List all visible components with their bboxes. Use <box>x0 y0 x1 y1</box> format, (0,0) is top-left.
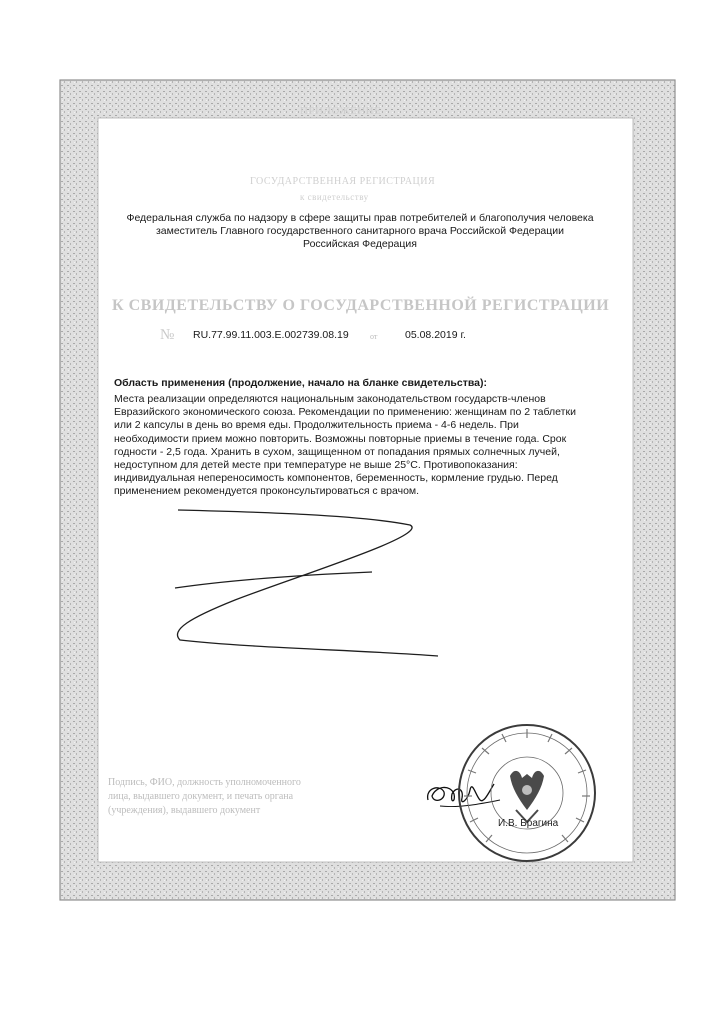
body-line: или 2 капсулы в день во время еды. Продолжительность приема - 4-6 недель. При <box>114 419 519 432</box>
header-line: заместитель Главного государственного санитарного врача Российской Федерации <box>155 225 565 237</box>
signature-caption <box>108 776 301 818</box>
body-line: годности - 2,5 года. Хранить в сухом, защищенном от попадания прямых солнечных лучей, <box>114 445 560 458</box>
caption-line: Подпись, ФИО, должность уполномоченного <box>108 777 301 788</box>
body-line: Евразийского экономического союза. Рекомендации по применению: женщинам по 2 таблетки <box>114 406 576 419</box>
body-line: необходимости прием можно повторить. Возможны повторные приемы в течение года. Срок <box>114 432 567 445</box>
body-line: применением рекомендуется проконсультироваться с врачом. <box>114 485 420 498</box>
faded-org-line: к свидетельству <box>300 192 369 202</box>
body-line: Места реализации определяются национальным законодательством государств-членов <box>114 393 546 405</box>
faded-form-title: К СВИДЕТЕЛЬСТВУ О ГОСУДАРСТВЕННОЙ РЕГИСТРАЦИИ <box>112 297 610 314</box>
registration-number: RU.77.99.11.003.E.002739.08.19 <box>193 329 349 341</box>
header-line: Российская Федерация <box>303 238 417 250</box>
caption-line: лица, выдавшего документ, и печать органа <box>108 791 294 802</box>
caption-line: (учреждения), выдавшего документ <box>108 805 261 816</box>
signer-name: И.В. Брагина <box>498 818 559 829</box>
header-line: Федеральная служба по надзору в сфере защиты прав потребителей и благополучия человека <box>126 212 594 224</box>
registration-date: 05.08.2019 г. <box>405 329 466 341</box>
body-line: недоступном для детей месте при температуре не выше 25°С. Противопоказания: <box>114 459 518 472</box>
faded-org-line: ГОСУДАРСТВЕННАЯ РЕГИСТРАЦИЯ <box>250 176 436 187</box>
official-round-seal <box>452 718 602 868</box>
date-prefix: от <box>370 332 378 341</box>
number-sign: № <box>160 327 175 343</box>
faded-top-heading: ПРИЛОЖЕНИЕ <box>300 105 382 117</box>
body-line: индивидуальная непереносимость компонентов, беременность, кормление грудью. Перед <box>114 472 558 485</box>
section-title: Область применения (продолжение, начало на бланке свидетельства): <box>114 377 487 389</box>
